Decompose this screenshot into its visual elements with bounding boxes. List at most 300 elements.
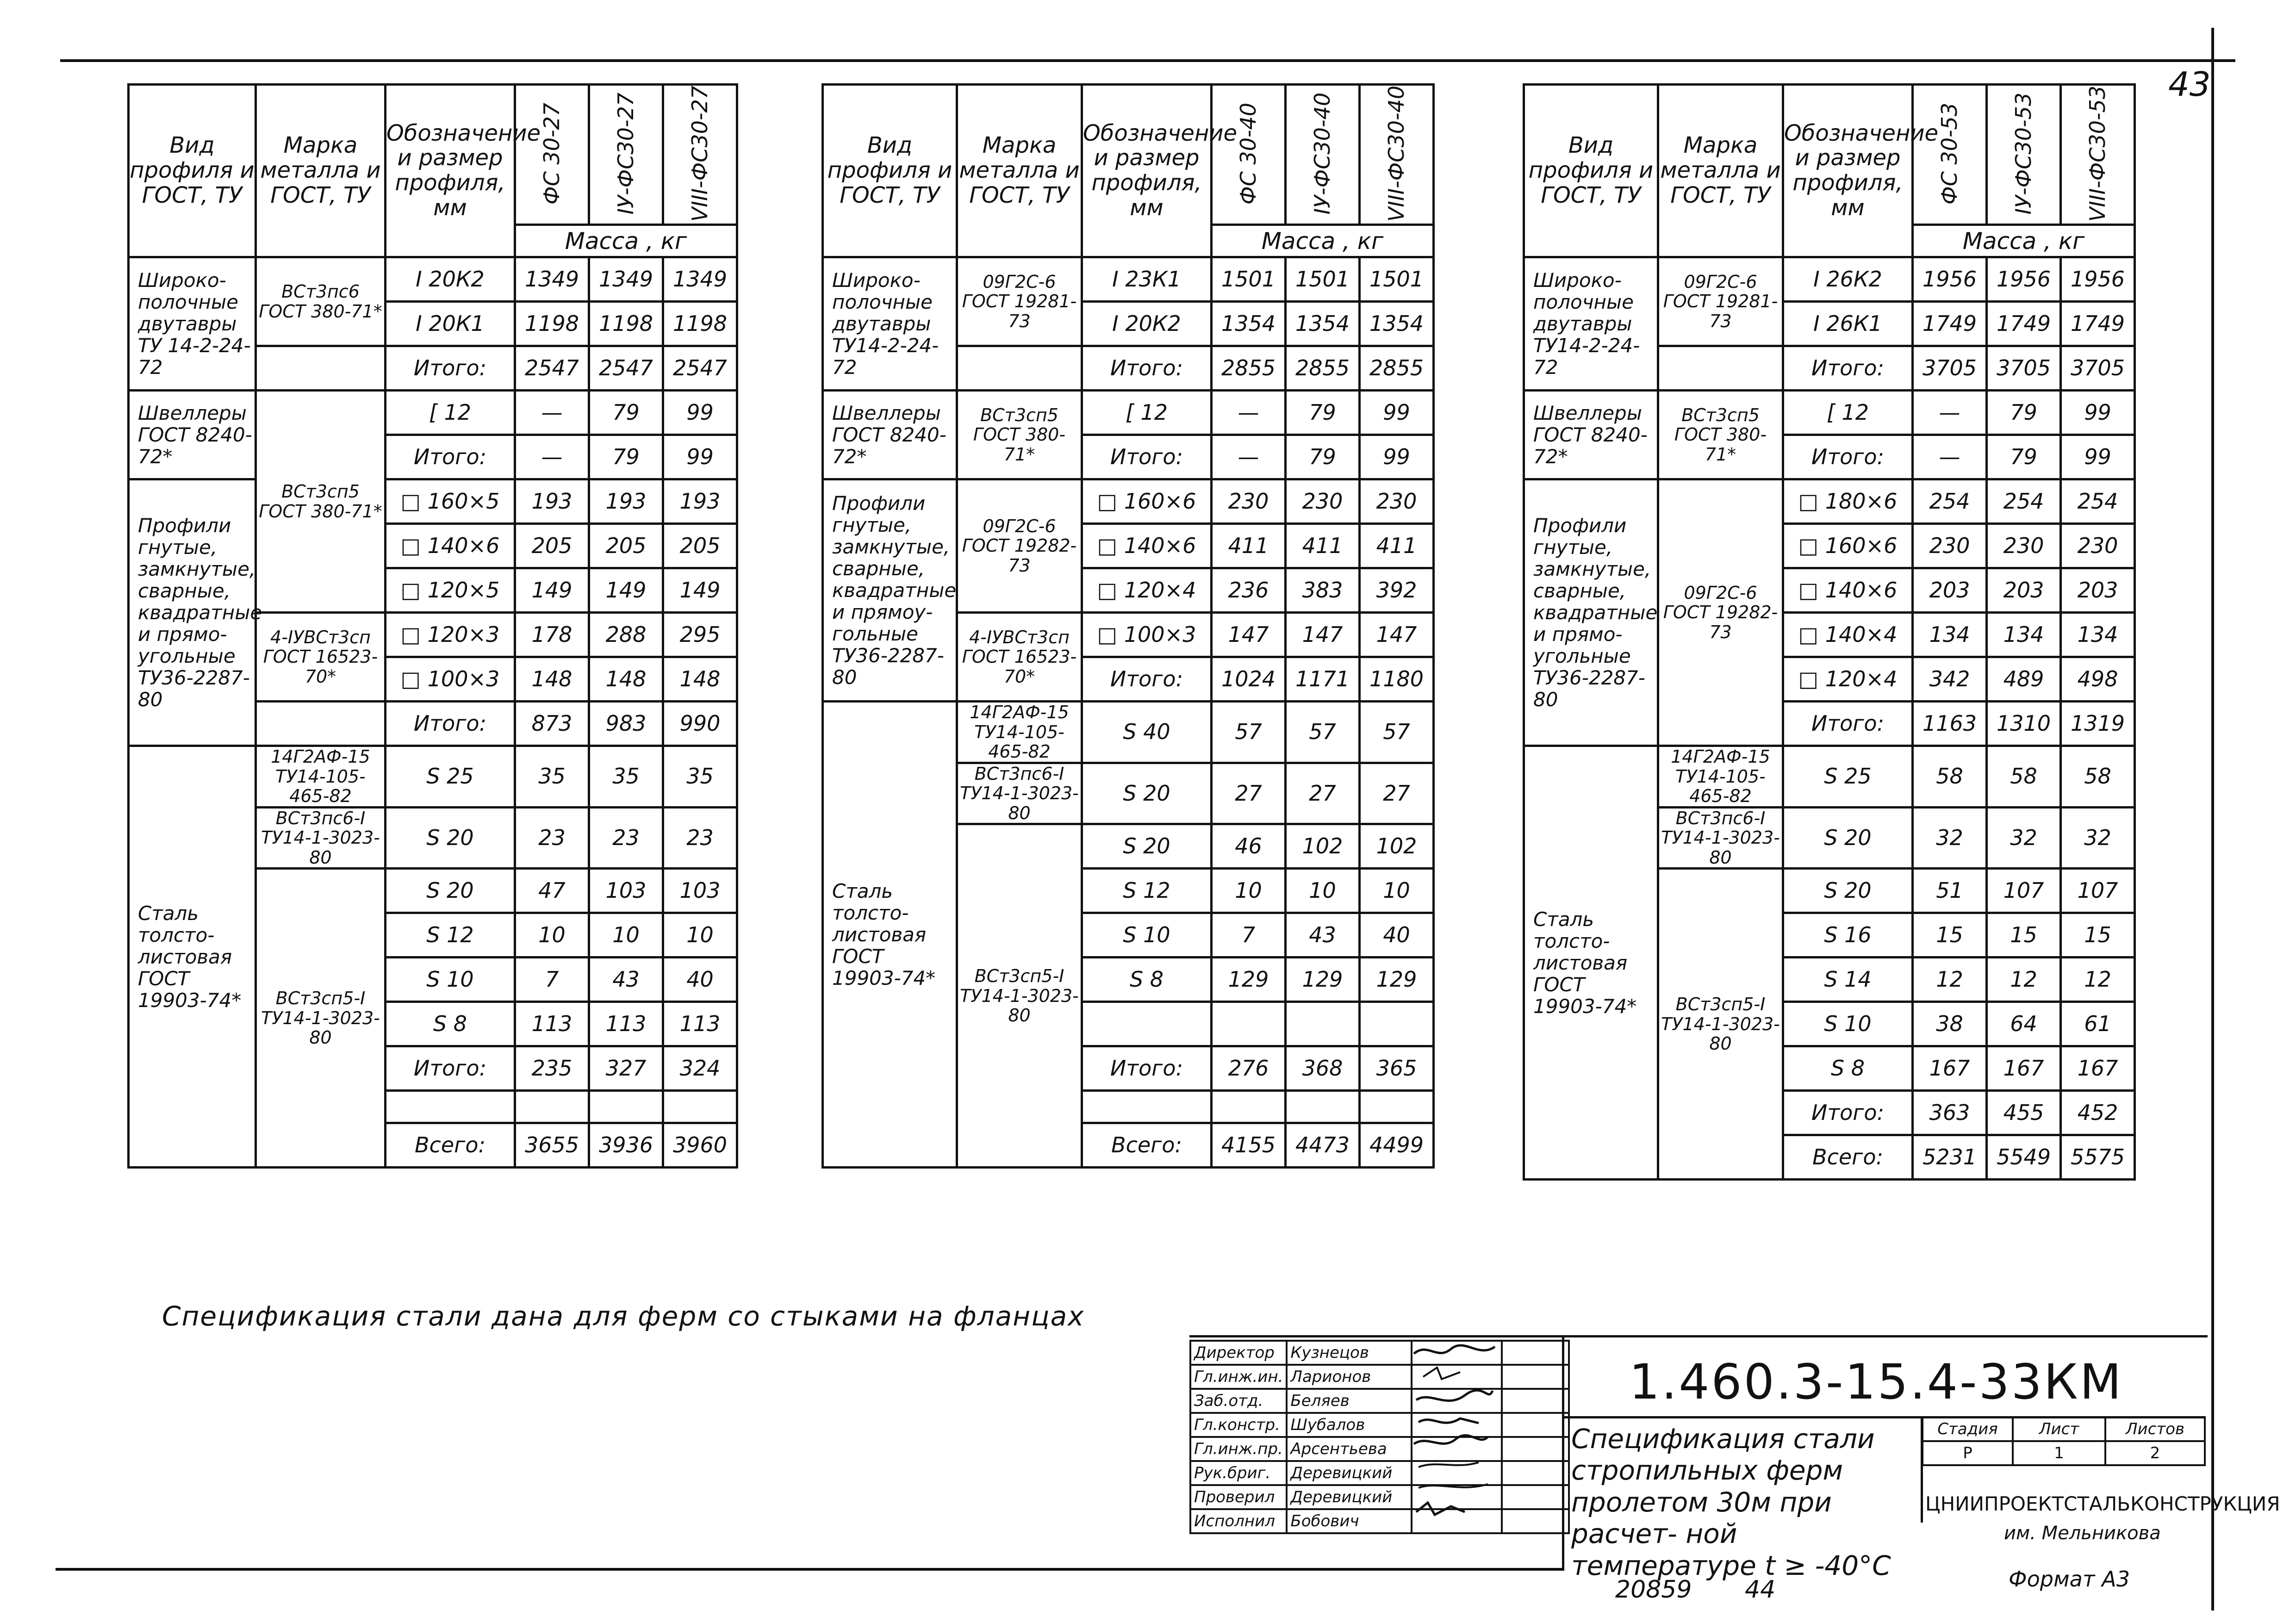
value-cell: 149 [515, 568, 589, 613]
header-marka: Марка металла и ГОСТ, ТУ [1658, 85, 1783, 257]
stadia-value: Р [1923, 1441, 2013, 1465]
subtotal-cell: 1180 [1360, 657, 1434, 702]
value-cell: 230 [1913, 524, 1987, 568]
profile-cell: □ 120×4 [1082, 568, 1212, 613]
column-header: ФС 30-27 [539, 103, 564, 205]
spec-table-2 [821, 83, 1435, 1169]
profile-cell: □ 160×5 [386, 479, 515, 524]
column-header: ФС 30-40 [1235, 103, 1261, 205]
category-cell: Профили гнутые, замкнутые, сварные, квадратные и прямо- угольные ТУ36-2287-80 [129, 479, 256, 746]
organization-subtitle: им. Мельникова [2004, 1523, 2161, 1544]
value-cell: 27 [1212, 763, 1286, 824]
subtotal-cell: — [1212, 435, 1286, 479]
value-cell: 1198 [589, 302, 663, 346]
name-cell: Бобович [1287, 1509, 1412, 1533]
material-cell: ВСт3сп5 ГОСТ 380-71* [1658, 391, 1783, 479]
value-cell: 64 [1987, 1002, 2061, 1046]
material-cell: ВСт3сп5-I ТУ14-1-3023-80 [256, 869, 386, 1168]
name-cell: Беляев [1287, 1389, 1412, 1413]
value-cell: 295 [663, 613, 737, 657]
vsego-label: Всего: [1783, 1135, 1913, 1180]
value-cell: 35 [515, 746, 589, 808]
value-cell: 107 [2061, 869, 2135, 913]
value-cell: 99 [1360, 391, 1434, 435]
value-cell: 35 [589, 746, 663, 808]
value-cell: 1956 [1987, 257, 2061, 302]
value-cell: 1349 [515, 257, 589, 302]
itogo-label: Итого: [386, 702, 515, 746]
subtotal-cell: 3705 [1987, 346, 2061, 391]
listov-label: Листов [2105, 1417, 2205, 1441]
subtotal-cell: 99 [2061, 435, 2135, 479]
value-cell: 193 [663, 479, 737, 524]
profile-cell: □ 140×6 [1082, 524, 1212, 568]
value-cell: 57 [1286, 702, 1360, 763]
subtotal-cell: 1319 [2061, 702, 2135, 746]
value-cell: 129 [1360, 958, 1434, 1002]
subtotal-cell: 3705 [1913, 346, 1987, 391]
document-code: 1.460.3-15.4-33КМ [1629, 1354, 2123, 1410]
value-cell: 79 [1987, 391, 2061, 435]
value-cell: 254 [1913, 479, 1987, 524]
value-cell: 57 [1360, 702, 1434, 763]
subtotal-cell: 79 [589, 435, 663, 479]
material-cell: ВСт3сп5-I ТУ14-1-3023-80 [957, 824, 1082, 1168]
total-cell: 4155 [1212, 1123, 1286, 1168]
value-cell: 10 [663, 913, 737, 958]
value-cell: 1354 [1360, 302, 1434, 346]
role-cell: Заб.отд. [1190, 1389, 1287, 1413]
value-cell: 342 [1913, 657, 1987, 702]
value-cell: 147 [1286, 613, 1360, 657]
role-cell: Рук.бриг. [1190, 1461, 1287, 1485]
profile-cell: S 10 [1082, 913, 1212, 958]
value-cell: 149 [663, 568, 737, 613]
value-cell: 383 [1286, 568, 1360, 613]
profile-cell: S 20 [386, 869, 515, 913]
material-cell: 09Г2С-6 ГОСТ 19282-73 [957, 479, 1082, 613]
value-cell: 288 [589, 613, 663, 657]
column-header: VIII-ФС30-27 [687, 86, 712, 222]
value-cell: 1501 [1360, 257, 1434, 302]
value-cell: 129 [1212, 958, 1286, 1002]
value-cell: 51 [1913, 869, 1987, 913]
value-cell: 27 [1286, 763, 1360, 824]
subtotal-cell: 455 [1987, 1091, 2061, 1135]
profile-cell: I 20К1 [386, 302, 515, 346]
total-cell: 5575 [2061, 1135, 2135, 1180]
value-cell: 12 [1913, 958, 1987, 1002]
material-cell: 14Г2АФ-15 ТУ14-105-465-82 [1658, 746, 1783, 808]
value-cell: 134 [2061, 613, 2135, 657]
profile-cell: I 20К2 [386, 257, 515, 302]
material-cell: 09Г2С-6 ГОСТ 19282-73 [1658, 479, 1783, 746]
profile-cell: S 20 [1783, 869, 1913, 913]
value-cell: 1349 [589, 257, 663, 302]
profile-cell: S 10 [1783, 1002, 1913, 1046]
value-cell: 23 [663, 807, 737, 869]
value-cell: 167 [2061, 1046, 2135, 1091]
header-vid: Вид профиля и ГОСТ, ТУ [823, 85, 957, 257]
profile-cell: [ 12 [1082, 391, 1212, 435]
profile-cell: S 40 [1082, 702, 1212, 763]
material-cell: 4-IУВСт3сп ГОСТ 16523-70* [957, 613, 1082, 702]
value-cell: 40 [663, 958, 737, 1002]
name-cell: Кузнецов [1287, 1341, 1412, 1365]
subtotal-cell: 990 [663, 702, 737, 746]
footer-number-1: 20859 [1615, 1576, 1692, 1604]
value-cell: 1749 [1913, 302, 1987, 346]
subtotal-cell: 983 [589, 702, 663, 746]
value-cell: 107 [1987, 869, 2061, 913]
value-cell: 43 [1286, 913, 1360, 958]
profile-cell: □ 160×6 [1783, 524, 1913, 568]
title-top-border [1189, 1335, 2208, 1337]
stadia-label: Стадия [1923, 1417, 2013, 1441]
value-cell: 1956 [2061, 257, 2135, 302]
value-cell: 10 [515, 913, 589, 958]
value-cell: 58 [1987, 746, 2061, 808]
value-cell: 1749 [1987, 302, 2061, 346]
value-cell: 1749 [2061, 302, 2135, 346]
profile-cell: I 20К2 [1082, 302, 1212, 346]
subtotal-cell: 99 [1360, 435, 1434, 479]
subtotal-cell: 2855 [1212, 346, 1286, 391]
profile-cell: □ 160×6 [1082, 479, 1212, 524]
profile-cell: □ 180×6 [1783, 479, 1913, 524]
value-cell: 79 [589, 391, 663, 435]
subtotal-cell: 79 [1286, 435, 1360, 479]
subtotal-cell: 368 [1286, 1046, 1360, 1091]
value-cell: 203 [1913, 568, 1987, 613]
profile-cell: □ 120×3 [386, 613, 515, 657]
value-cell: 10 [1212, 869, 1286, 913]
value-cell: 58 [2061, 746, 2135, 808]
value-cell: 411 [1286, 524, 1360, 568]
value-cell: 411 [1212, 524, 1286, 568]
material-cell: 14Г2АФ-15 ТУ14-105-465-82 [957, 702, 1082, 763]
role-cell: Гл.инж.ин. [1190, 1365, 1287, 1389]
profile-cell: S 20 [1783, 807, 1913, 869]
list-value: 1 [2013, 1441, 2105, 1465]
value-cell: 103 [663, 869, 737, 913]
spec-table-3 [1523, 83, 2136, 1181]
value-cell: 167 [1913, 1046, 1987, 1091]
profile-cell: I 23К1 [1082, 257, 1212, 302]
header-marka: Марка металла и ГОСТ, ТУ [256, 85, 386, 257]
value-cell: 102 [1286, 824, 1360, 869]
value-cell: 15 [1913, 913, 1987, 958]
subtotal-cell: 2547 [589, 346, 663, 391]
subtotal-cell: 1310 [1987, 702, 2061, 746]
material-cell: 14Г2АФ-15 ТУ14-105-465-82 [256, 746, 386, 808]
value-cell: 1354 [1286, 302, 1360, 346]
value-cell: 411 [1360, 524, 1434, 568]
material-cell: 09Г2С-6 ГОСТ 19281-73 [957, 257, 1082, 346]
value-cell: 236 [1212, 568, 1286, 613]
subtotal-cell: 363 [1913, 1091, 1987, 1135]
subtotal-cell: 1163 [1913, 702, 1987, 746]
subtotal-cell: — [515, 435, 589, 479]
subtotal-cell: — [1913, 435, 1987, 479]
subtotal-cell: 2855 [1360, 346, 1434, 391]
value-cell: 40 [1360, 913, 1434, 958]
value-cell: 10 [589, 913, 663, 958]
profile-cell: I 26К2 [1783, 257, 1913, 302]
title-block-people [1189, 1340, 1570, 1534]
total-cell: 3936 [589, 1123, 663, 1168]
value-cell: 32 [1987, 807, 2061, 869]
profile-cell: □ 100×3 [1082, 613, 1212, 657]
value-cell: 46 [1212, 824, 1286, 869]
profile-cell: S 8 [1783, 1046, 1913, 1091]
subtotal-cell: 324 [663, 1046, 737, 1091]
header-oboz: Обозначение и размер профиля, мм [1783, 85, 1913, 257]
header-massa: Масса , кг [1913, 225, 2135, 257]
name-cell: Шубалов [1287, 1413, 1412, 1437]
itogo-label: Итого: [1783, 1091, 1913, 1135]
value-cell: 193 [515, 479, 589, 524]
subtotal-cell: 2547 [663, 346, 737, 391]
itogo-label: Итого: [1783, 346, 1913, 391]
subtotal-cell: 276 [1212, 1046, 1286, 1091]
value-cell: 230 [1360, 479, 1434, 524]
subtotal-cell: 1171 [1286, 657, 1360, 702]
total-cell: 5549 [1987, 1135, 2061, 1180]
value-cell: 134 [1987, 613, 2061, 657]
profile-cell: □ 140×4 [1783, 613, 1913, 657]
format-label: Формат А3 [2009, 1567, 2130, 1592]
header-oboz: Обозначение и размер профиля, мм [386, 85, 515, 257]
profile-cell: S 14 [1783, 958, 1913, 1002]
profile-cell: □ 120×5 [386, 568, 515, 613]
material-cell: ВСт3пс6-I ТУ14-1-3023-80 [1658, 807, 1783, 869]
value-cell: 203 [1987, 568, 2061, 613]
value-cell: 58 [1913, 746, 1987, 808]
value-cell: — [1212, 391, 1286, 435]
material-cell: ВСт3сп5-I ТУ14-1-3023-80 [1658, 869, 1783, 1180]
value-cell: 113 [589, 1002, 663, 1046]
material-cell: ВСт3сп5 ГОСТ 380-71* [957, 391, 1082, 479]
subtotal-cell: 79 [1987, 435, 2061, 479]
subtotal-cell: 2855 [1286, 346, 1360, 391]
value-cell: 43 [589, 958, 663, 1002]
itogo-label: Итого: [1783, 435, 1913, 479]
frame-top-line [60, 59, 2235, 62]
itogo-label: Итого: [1082, 346, 1212, 391]
role-cell: Директор [1190, 1341, 1287, 1365]
value-cell: 129 [1286, 958, 1360, 1002]
value-cell: 205 [663, 524, 737, 568]
subtotal-cell: 2547 [515, 346, 589, 391]
itogo-label: Итого: [1082, 1046, 1212, 1091]
category-cell: Широко- полочные двутавры ТУ14-2-24-72 [823, 257, 957, 391]
total-cell: 3960 [663, 1123, 737, 1168]
subtotal-cell: 327 [589, 1046, 663, 1091]
profile-cell: S 10 [386, 958, 515, 1002]
value-cell: 47 [515, 869, 589, 913]
value-cell: — [1913, 391, 1987, 435]
profile-cell: □ 140×6 [386, 524, 515, 568]
value-cell: 1501 [1212, 257, 1286, 302]
category-cell: Швеллеры ГОСТ 8240-72* [823, 391, 957, 479]
itogo-label: Итого: [1082, 435, 1212, 479]
spec-table-1 [127, 83, 738, 1169]
footer-number-2: 44 [1745, 1576, 1776, 1604]
profile-cell: S 12 [1082, 869, 1212, 913]
value-cell: 230 [1987, 524, 2061, 568]
value-cell: 10 [1360, 869, 1434, 913]
column-header: ФС 30-53 [1936, 103, 1962, 205]
profile-cell: S 25 [386, 746, 515, 808]
header-vid: Вид профиля и ГОСТ, ТУ [1524, 85, 1658, 257]
category-cell: Широко- полочные двутавры ТУ 14-2-24-72 [129, 257, 256, 391]
value-cell: 12 [2061, 958, 2135, 1002]
profile-cell: S 12 [386, 913, 515, 958]
role-cell: Исполнил [1190, 1509, 1287, 1533]
value-cell: 147 [1360, 613, 1434, 657]
value-cell: 1349 [663, 257, 737, 302]
subtotal-cell: 99 [663, 435, 737, 479]
material-cell: ВСт3пс6-I ТУ14-1-3023-80 [256, 807, 386, 869]
profile-cell: □ 140×6 [1783, 568, 1913, 613]
profile-cell: S 25 [1783, 746, 1913, 808]
value-cell: 10 [1286, 869, 1360, 913]
value-cell: 230 [1286, 479, 1360, 524]
value-cell: 147 [1212, 613, 1286, 657]
organization-name: ЦНИИПРОЕКТСТАЛЬКОНСТРУКЦИЯ [1925, 1492, 2280, 1515]
value-cell: 99 [663, 391, 737, 435]
title-left-border [1562, 1335, 1564, 1569]
subtotal-cell: 1024 [1212, 657, 1286, 702]
value-cell: 15 [2061, 913, 2135, 958]
value-cell: 1501 [1286, 257, 1360, 302]
category-cell: Сталь толсто- листовая ГОСТ 19903-74* [129, 746, 256, 1168]
value-cell: 498 [2061, 657, 2135, 702]
role-cell: Гл.инж.пр. [1190, 1437, 1287, 1461]
frame-bottom-line [56, 1568, 1564, 1571]
category-cell: Профили гнутые, замкнутые, сварные, квадратные и прямо- угольные ТУ36-2287-80 [1524, 479, 1658, 746]
itogo-label: Итого: [1783, 702, 1913, 746]
value-cell: 32 [1913, 807, 1987, 869]
value-cell: 1198 [663, 302, 737, 346]
value-cell: 113 [515, 1002, 589, 1046]
value-cell: 12 [1987, 958, 2061, 1002]
profile-cell: S 8 [386, 1002, 515, 1046]
profile-cell: S 16 [1783, 913, 1913, 958]
value-cell: 38 [1913, 1002, 1987, 1046]
value-cell: 230 [2061, 524, 2135, 568]
value-cell: 99 [2061, 391, 2135, 435]
value-cell: 7 [1212, 913, 1286, 958]
value-cell: 148 [515, 657, 589, 702]
itogo-label: Итого: [1082, 657, 1212, 702]
stage-block [1922, 1416, 2206, 1466]
total-cell: 4499 [1360, 1123, 1434, 1168]
profile-cell: S 20 [1082, 824, 1212, 869]
column-header: VIII-ФС30-40 [1383, 86, 1409, 222]
value-cell: 35 [663, 746, 737, 808]
value-cell: 1956 [1913, 257, 1987, 302]
header-oboz: Обозначение и размер профиля, мм [1082, 85, 1212, 257]
vsego-label: Всего: [386, 1123, 515, 1168]
value-cell: 149 [589, 568, 663, 613]
specification-note: Спецификация стали дана для ферм со стыками на фланцах [162, 1300, 1085, 1332]
value-cell: 254 [2061, 479, 2135, 524]
value-cell: 203 [2061, 568, 2135, 613]
category-cell: Швеллеры ГОСТ 8240-72* [129, 391, 256, 479]
value-cell: 61 [2061, 1002, 2135, 1046]
value-cell: 113 [663, 1002, 737, 1046]
header-massa: Масса , кг [1212, 225, 1434, 257]
category-cell: Профили гнутые, замкнутые, сварные, квадратные и прямоу- гольные ТУ36-2287-80 [823, 479, 957, 702]
total-cell: 3655 [515, 1123, 589, 1168]
frame-right-line [2211, 28, 2214, 1611]
value-cell: 1354 [1212, 302, 1286, 346]
profile-cell: S 20 [1082, 763, 1212, 824]
subtotal-cell: 873 [515, 702, 589, 746]
value-cell: 148 [663, 657, 737, 702]
profile-cell: [ 12 [1783, 391, 1913, 435]
material-cell: 4-IУВСт3сп ГОСТ 16523-70* [256, 613, 386, 702]
name-cell: Деревицкий [1287, 1485, 1412, 1509]
value-cell: — [515, 391, 589, 435]
value-cell: 15 [1987, 913, 2061, 958]
material-cell: ВСт3сп5 ГОСТ 380-71* [256, 391, 386, 613]
listov-value: 2 [2105, 1441, 2205, 1465]
value-cell: 32 [2061, 807, 2135, 869]
subtotal-cell: 365 [1360, 1046, 1434, 1091]
value-cell: 57 [1212, 702, 1286, 763]
subtotal-cell: 235 [515, 1046, 589, 1091]
vsego-label: Всего: [1082, 1123, 1212, 1168]
header-marka: Марка металла и ГОСТ, ТУ [957, 85, 1082, 257]
column-header: VIII-ФС30-53 [2084, 86, 2110, 222]
total-cell: 5231 [1913, 1135, 1987, 1180]
profile-cell: I 26К1 [1783, 302, 1913, 346]
value-cell: 193 [589, 479, 663, 524]
profile-cell: [ 12 [386, 391, 515, 435]
value-cell: 148 [589, 657, 663, 702]
column-header: IУ-ФС30-27 [613, 93, 638, 215]
profile-cell: S 8 [1082, 958, 1212, 1002]
category-cell: Сталь толсто- листовая ГОСТ 19903-74* [1524, 746, 1658, 1180]
value-cell: 103 [589, 869, 663, 913]
role-cell: Проверил [1190, 1485, 1287, 1509]
subtotal-cell: 452 [2061, 1091, 2135, 1135]
drawing-title: Спецификация стали стропильных ферм пролетом 30м при расчет- ной температуре t ≥ -40°С [1571, 1423, 1891, 1581]
role-cell: Гл.констр. [1190, 1413, 1287, 1437]
profile-cell: S 20 [386, 807, 515, 869]
value-cell: 230 [1212, 479, 1286, 524]
value-cell: 79 [1286, 391, 1360, 435]
material-cell: 09Г2С-6 ГОСТ 19281-73 [1658, 257, 1783, 346]
value-cell: 27 [1360, 763, 1434, 824]
value-cell: 23 [515, 807, 589, 869]
name-cell: Ларионов [1287, 1365, 1412, 1389]
profile-cell: □ 100×3 [386, 657, 515, 702]
header-massa: Масса , кг [515, 225, 737, 257]
material-cell: ВСт3пс6 ГОСТ 380-71* [256, 257, 386, 346]
value-cell: 23 [589, 807, 663, 869]
value-cell: 392 [1360, 568, 1434, 613]
value-cell: 254 [1987, 479, 2061, 524]
itogo-label: Итого: [386, 346, 515, 391]
signatures-drawing [1409, 1340, 1502, 1534]
value-cell: 134 [1913, 613, 1987, 657]
value-cell: 7 [515, 958, 589, 1002]
value-cell: 178 [515, 613, 589, 657]
